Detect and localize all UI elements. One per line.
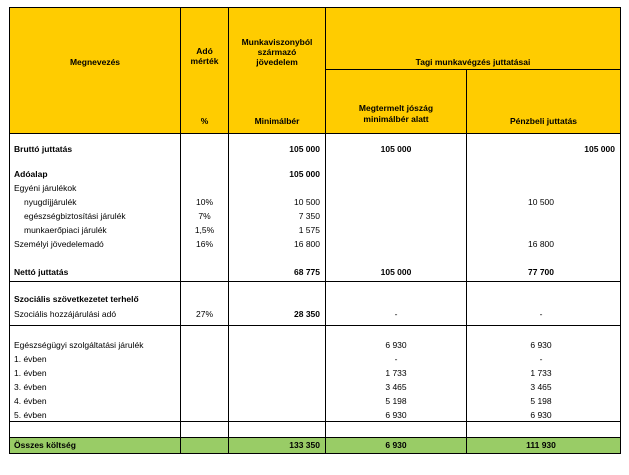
header-rate-2: mérték [190,56,219,66]
row-total-emp: 133 350 [289,440,320,450]
row-pension-emp: 10 500 [294,197,320,207]
row-pit-label: Személyi jövedelemadó [14,239,104,249]
table-border-top [9,7,621,8]
header-member: Tagi munkavégzés juttatásai [415,57,531,67]
row-social-emp: 28 350 [294,309,320,319]
row-labour-label: munkaerőpiaci járulék [24,225,107,235]
header-band [9,7,621,133]
row-divider [9,281,621,282]
row-year-cash: 6 930 [530,410,552,420]
table-border-bottom [9,453,621,454]
row-health-label: egészségbiztosítási járulék [24,211,126,221]
row-net-cash: 77 700 [528,267,554,277]
row-pension-cash: 10 500 [528,197,554,207]
row-net-prod: 105 000 [380,267,412,277]
row-year-label: 1. évben [14,354,47,364]
row-year-label: 4. évben [14,396,47,406]
row-contrib-label: Egyéni járulékok [14,183,77,193]
row-year-prod: 6 930 [385,410,407,420]
row-labour-emp: 1 575 [298,225,320,235]
row-year-label: 3. évben [14,382,47,392]
header-name: Megnevezés [69,57,121,67]
header-rate-1: Adó [196,46,213,56]
row-social-prod: - [394,309,398,319]
row-coop-label: Szociális szövetkezetet terhelő [14,294,139,304]
row-base-label: Adóalap [14,169,48,179]
row-divider [9,421,621,422]
row-pit-emp: 16 800 [294,239,320,249]
row-pit-rate: 16% [195,239,213,249]
row-year-cash: - [539,354,543,364]
row-total-cash: 111 930 [526,440,556,450]
header-produced-2: minimálbér alatt [363,114,429,124]
row-gross-cash: 105 000 [584,144,615,154]
row-net-emp: 68 775 [294,267,320,277]
row-health-emp: 7 350 [298,211,320,221]
row-total-prod: 6 930 [385,440,407,450]
row-pension-label: nyugdíjjárulék [24,197,77,207]
row-total-label: Összes költség [14,440,76,450]
row-year-prod: 1 733 [385,368,407,378]
row-divider [325,69,621,70]
row-gross-prod: 105 000 [380,144,412,154]
row-year-cash: 1 733 [530,368,552,378]
row-year-prod: 3 465 [385,382,407,392]
header-minwage: Minimálbér [254,116,300,126]
row-divider [9,325,621,326]
row-ehc-label: Egészségügyi szolgáltatási járulék [14,340,144,350]
header-emp-2: származó [257,47,297,57]
row-pension-rate: 10% [195,197,213,207]
row-year-prod: - [394,354,398,364]
row-social-cash: - [539,309,543,319]
row-net-label: Nettó juttatás [14,267,69,277]
header-emp-3: jövedelem [256,57,298,67]
row-divider [9,437,621,438]
col-divider [620,7,621,454]
row-year-prod: 5 198 [385,396,407,406]
row-health-rate: 7% [198,211,211,221]
row-gross-emp: 105 000 [289,144,320,154]
row-year-cash: 3 465 [530,382,552,392]
row-ehc-cash: 6 930 [530,340,552,350]
row-social-label: Szociális hozzájárulási adó [14,309,117,319]
row-gross-label: Bruttó juttatás [14,144,73,154]
col-divider [9,7,10,454]
row-year-cash: 5 198 [530,396,552,406]
row-divider [9,133,621,134]
row-base-emp: 105 000 [289,169,320,179]
row-year-label: 5. évben [14,410,47,420]
row-labour-rate: 1,5% [194,225,215,235]
row-ehc-prod: 6 930 [385,340,407,350]
row-year-label: 1. évben [14,368,47,378]
header-pct: % [200,116,209,126]
header-produced-1: Megtermelt jószág [358,103,434,113]
header-cash: Pénzbeli juttatás [509,116,578,126]
row-social-rate: 27% [195,309,213,319]
header-emp-1: Munkaviszonyból [241,37,313,47]
row-pit-cash: 16 800 [528,239,554,249]
